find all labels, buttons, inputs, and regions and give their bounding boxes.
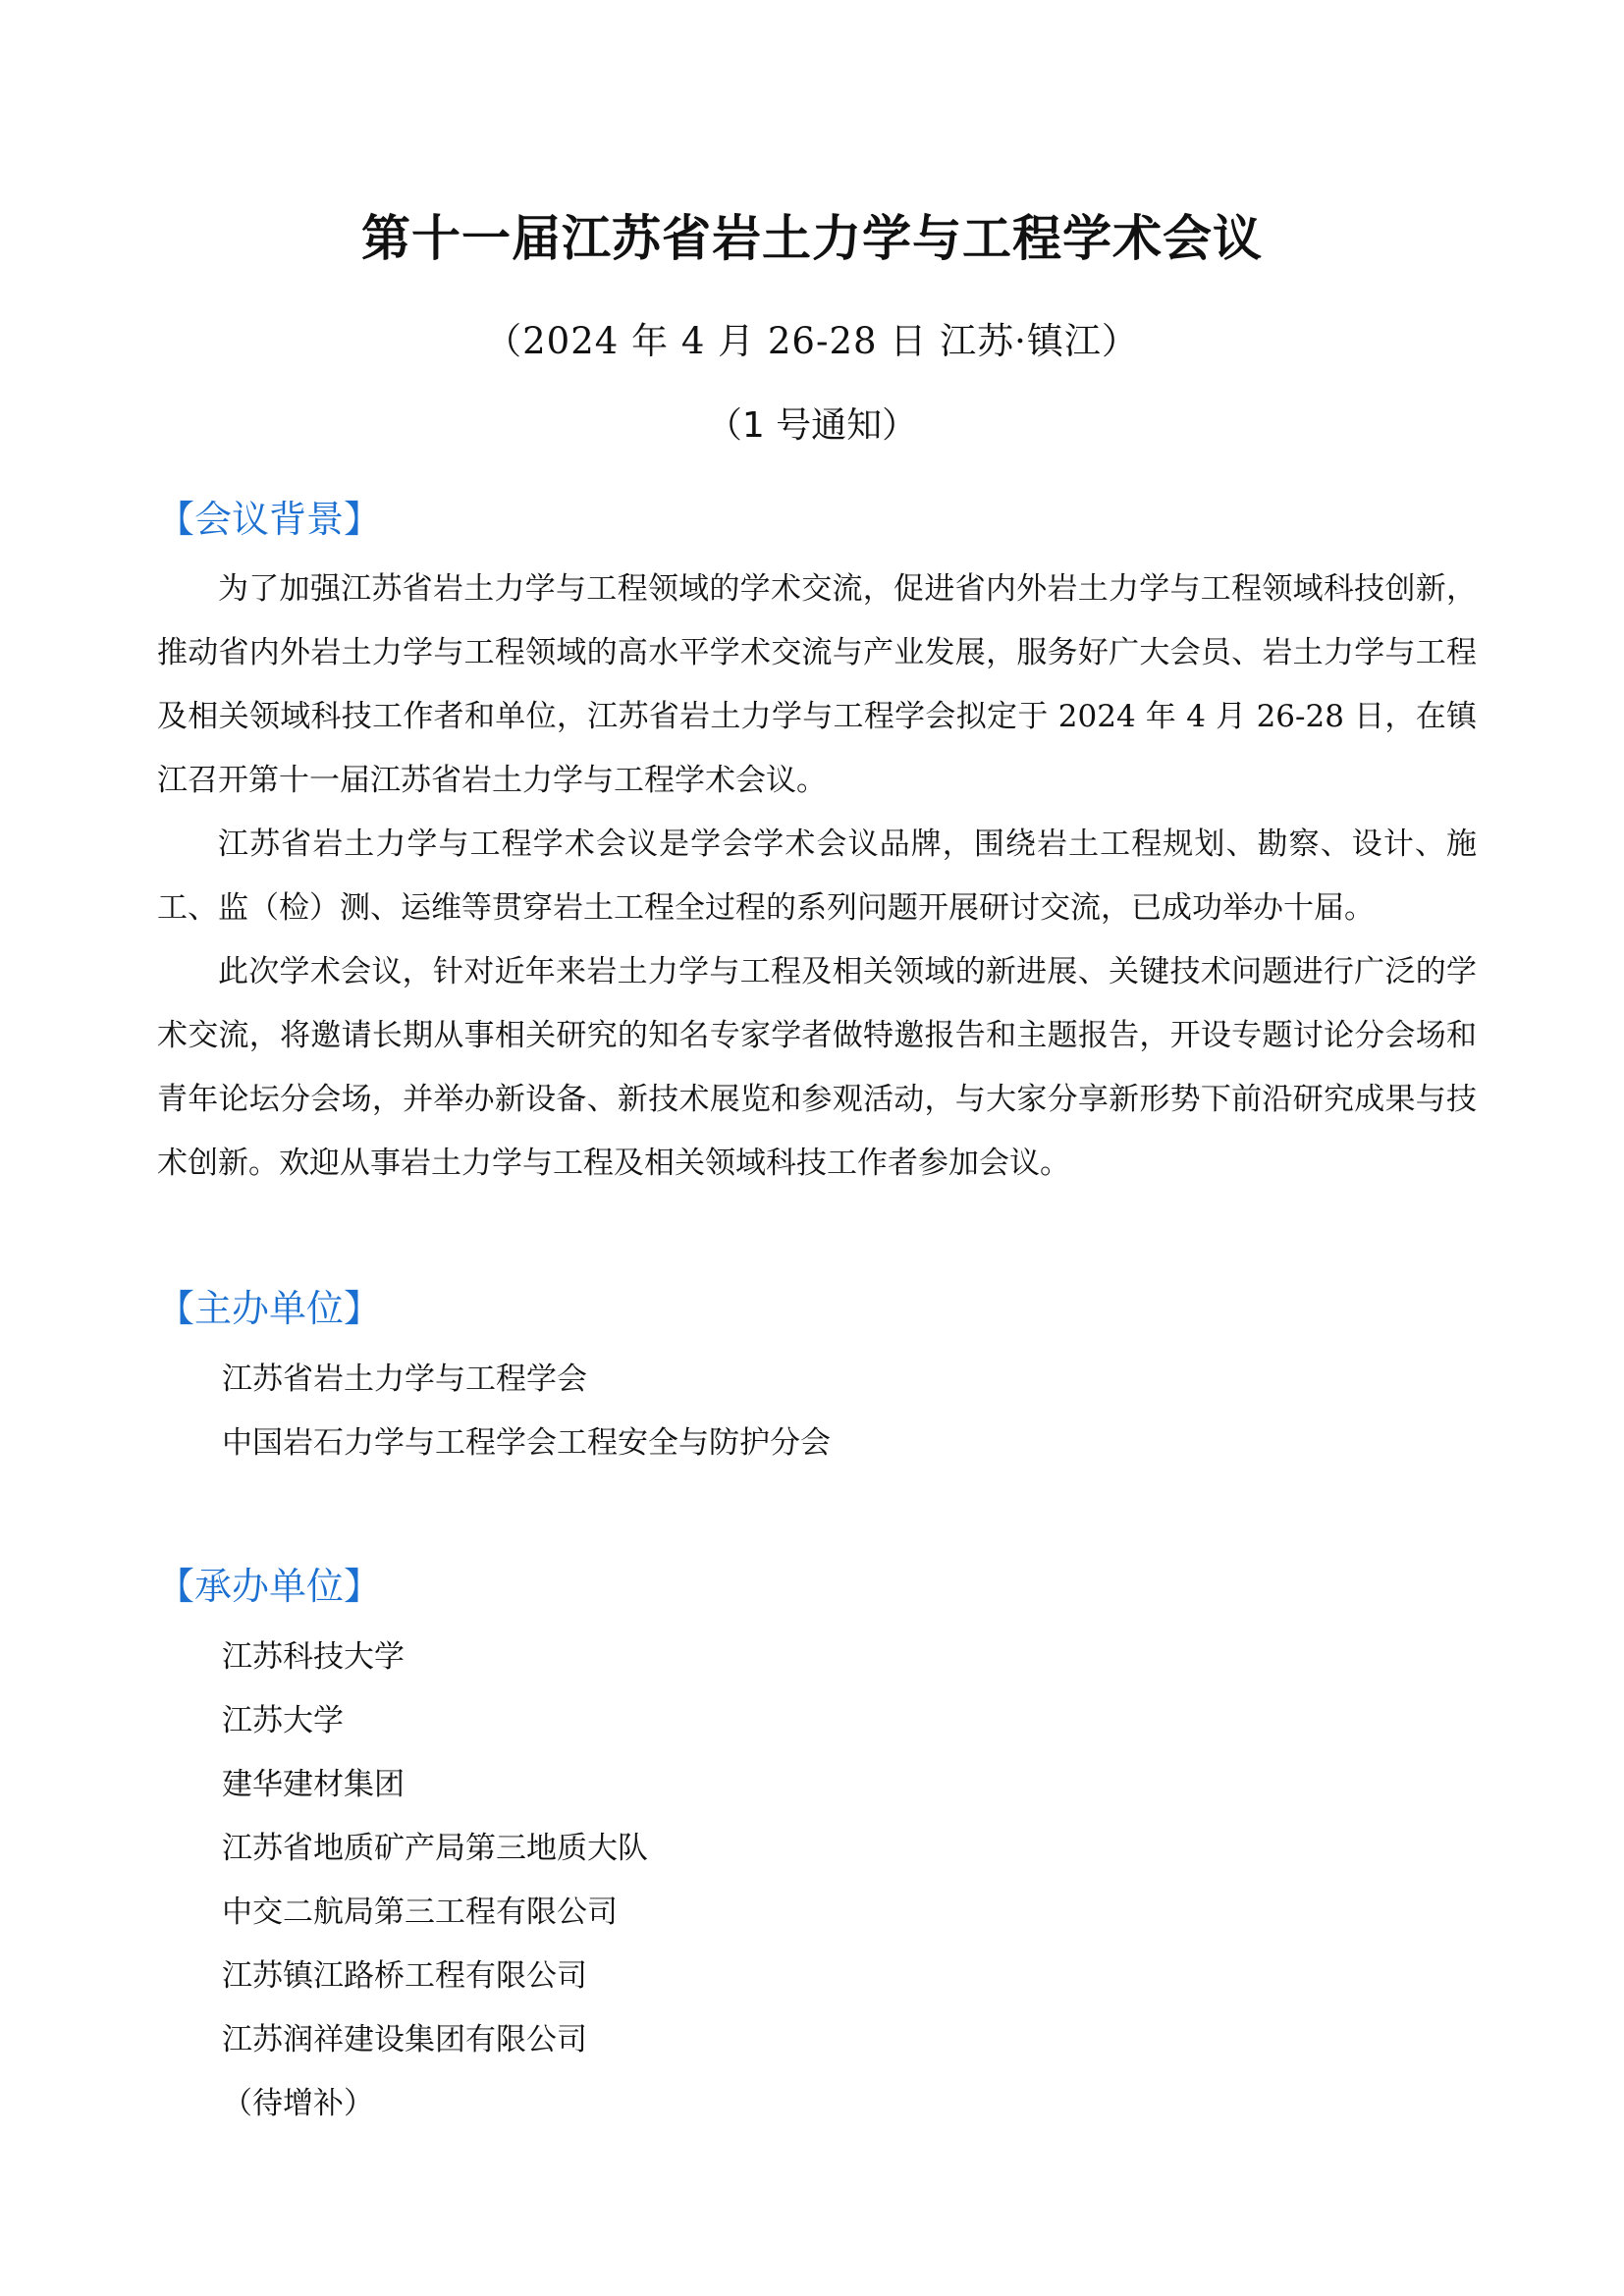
notice-number: （1 号通知） <box>706 405 918 446</box>
list-item: 江苏大学 <box>222 1703 344 1738</box>
pending-note: （待增补） <box>222 2086 374 2121</box>
background-paragraph: 为了加强江苏省岩土力学与工程领域的学术交流，促进省内外岩土力学与工程领域科技创新，推动省内外岩土力学与工程领域的高水平学术交流与产业发展，服务好广大会员、岩土力学与工程及相关领域科技工作者和单位，江苏省岩土力学与工程学会拟定于 2024 年 4 月 26-28 日，在镇江召开第十一届江苏省岩土力学与工程学术会议。 <box>157 571 1477 798</box>
section-heading-hosts: 【承办单位】 <box>157 1565 382 1608</box>
hosts-list <box>222 1626 1400 2136</box>
section-heading-background: 【会议背景】 <box>157 498 382 541</box>
list-item: 江苏省岩土力学与工程学会 <box>222 1362 587 1397</box>
document-subtitle: （2024 年 4 月 26-28 日 江苏·镇江） <box>485 320 1139 362</box>
section-heading-organizers: 【主办单位】 <box>157 1287 382 1330</box>
background-paragraph: 此次学术会议，针对近年来岩土力学与工程及相关领域的新进展、关键技术问题进行广泛的学术交流，将邀请长期从事相关研究的知名专家学者做特邀报告和主题报告，开设专题讨论分会场和青年论坛分会场，并举办新设备、新技术展览和参观活动，与大家分享新形势下前沿研究成果与技术创新。欢迎从事岩土力学与工程及相关领域科技工作者参加会议。 <box>157 954 1477 1181</box>
background-paragraph: 江苏省岩土力学与工程学术会议是学会学术会议品牌，围绕岩土工程规划、勘察、设计、施工、监（检）测、运维等贯穿岩土工程全过程的系列问题开展研讨交流，已成功举办十届。 <box>157 827 1477 926</box>
list-item: 江苏镇江路桥工程有限公司 <box>222 1958 587 1994</box>
list-item: 中国岩石力学与工程学会工程安全与防护分会 <box>222 1425 831 1461</box>
list-item: 江苏润祥建设集团有限公司 <box>222 2022 587 2057</box>
list-item: 江苏科技大学 <box>222 1639 405 1675</box>
list-item: 江苏省地质矿产局第三地质大队 <box>222 1831 648 1866</box>
document-title: 第十一届江苏省岩土力学与工程学术会议 <box>361 210 1263 267</box>
background-section <box>157 558 1477 1196</box>
list-item: 中交二航局第三工程有限公司 <box>222 1895 618 1930</box>
organizers-list <box>222 1348 1400 1475</box>
list-item: 建华建材集团 <box>222 1767 405 1802</box>
